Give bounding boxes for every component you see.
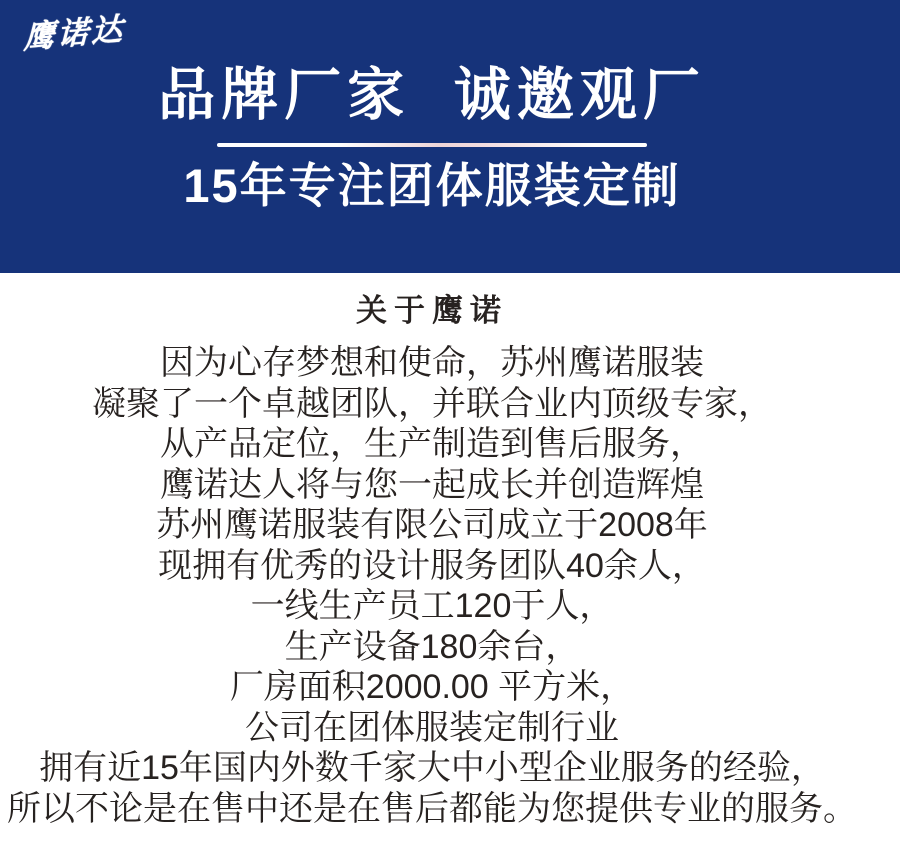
about-line-6: 现拥有优秀的设计服务团队40余人， xyxy=(158,546,706,585)
about-line-5: 苏州鹰诺服装有限公司成立于2008年 xyxy=(156,506,708,544)
about-line-10: 公司在团体服装定制行业 xyxy=(245,708,619,747)
about-section xyxy=(0,295,900,829)
about-line-12: 所以不论是在售中还是在售后都能为您提供专业的服务。 xyxy=(7,789,857,828)
header-banner xyxy=(0,0,900,273)
about-line-8: 生产设备180余台， xyxy=(284,627,580,666)
about-paragraph xyxy=(0,343,864,829)
banner-subtitle: 15年专注团体服装定制 xyxy=(183,159,681,212)
about-heading: 关于鹰诺 xyxy=(356,293,508,328)
about-line-3: 从产品定位，生产制造到售后服务， xyxy=(160,425,704,463)
brand-logo: 鹰诺达 xyxy=(23,11,126,56)
title-divider xyxy=(217,143,647,147)
banner-content xyxy=(0,0,900,212)
about-line-11: 拥有近15年国内外数千家大中小型企业服务的经验， xyxy=(39,749,825,787)
about-line-4: 鹰诺达人将与您一起成长并创造辉煌 xyxy=(160,465,704,504)
about-line-9: 厂房面积2000.00 平方米， xyxy=(229,668,635,706)
about-line-7: 一线生产员工120于人， xyxy=(250,587,614,625)
about-line-2: 凝聚了一个卓越团队，并联合业内顶级专家， xyxy=(92,384,772,423)
about-line-1: 因为心存梦想和使命，苏州鹰诺服装 xyxy=(160,344,704,382)
banner-title: 品牌厂家 诚邀观厂 xyxy=(158,63,706,127)
